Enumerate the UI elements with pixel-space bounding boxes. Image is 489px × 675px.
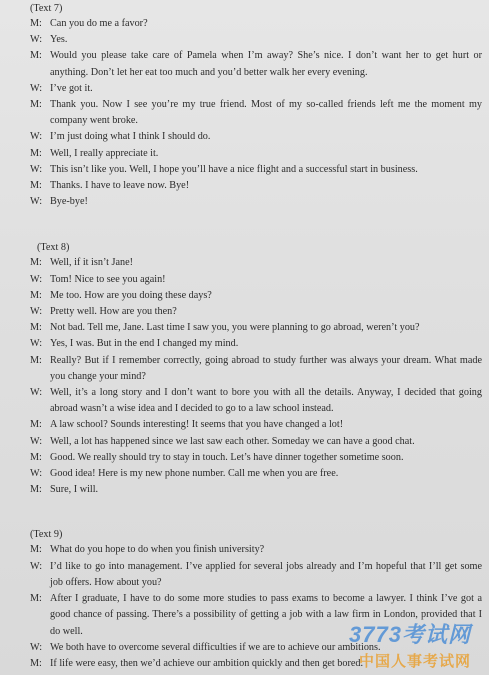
dialogue-line (30, 178, 482, 194)
dialogue-text: Tom! Nice to see you again! (50, 273, 166, 285)
speaker-label: W: (30, 82, 43, 94)
watermark-top-text: 3773考试网 (349, 622, 471, 647)
speaker-label: W: (30, 273, 43, 285)
dialogue-text: Good. We really should try to stay in touch. Let’s have dinner together sometime soon. (50, 451, 404, 463)
dialogue-line (30, 450, 482, 466)
dialogue-text: I’ve got it. (50, 82, 93, 94)
text-8-dialogue (30, 255, 482, 498)
dialogue-text: Well, a lot has happened since we last saw each other. Someday we can have a good chat. (50, 435, 415, 447)
dialogue-text: Really? But if I remember correctly, going abroad to study further was always your dream. What made you change your mind? (50, 354, 482, 382)
speaker-label: M: (30, 484, 42, 496)
transcript (30, 0, 482, 672)
dialogue-text: Not bad. Tell me, Jane. Last time I saw you, you were planning to go abroad, weren’t you? (50, 322, 420, 334)
dialogue-line (30, 320, 482, 336)
dialogue-text: After I graduate, I have to do some more studies to pass exams to become a lawyer. I think I’ve got a good chance of passing. There’s a possibility of getting a job with a law firm in London, provided that I do well. (50, 593, 482, 637)
dialogue-text: Yes, I was. But in the end I changed my mind. (50, 338, 239, 350)
dialogue-line (30, 255, 482, 271)
dialogue-text: Pretty well. How are you then? (50, 306, 177, 318)
speaker-label: M: (30, 18, 42, 29)
dialogue-text: Yes. (50, 34, 68, 46)
dialogue-text: If life were easy, then we’d achieve our ambition quickly and then get bored. (50, 657, 364, 669)
speaker-label: W: (30, 468, 43, 480)
dialogue-text: I’d like to go into management. I’ve applied for several jobs already and I’m hopeful that I’ll get some job offers. How about you? (50, 560, 482, 588)
dialogue-line (30, 353, 482, 385)
section-title-text-7: (Text 7) (30, 3, 63, 14)
dialogue-line (30, 146, 482, 162)
dialogue-text: Thanks. I have to leave now. Bye! (50, 180, 190, 192)
watermark (325, 623, 485, 673)
speaker-label: M: (30, 257, 42, 269)
speaker-label: M: (30, 50, 42, 62)
dialogue-line (30, 288, 482, 304)
speaker-label: W: (30, 641, 43, 653)
speaker-label: W: (30, 34, 43, 46)
dialogue-text: Good idea! Here is my new phone number. Call me when you are free. (50, 468, 339, 480)
dialogue-line (30, 304, 482, 320)
dialogue-text: Well, if it isn’t Jane! (50, 257, 134, 269)
speaker-label: M: (30, 147, 42, 159)
dialogue-line (30, 97, 482, 129)
dialogue-text: Me too. How are you doing these days? (50, 289, 212, 301)
dialogue-line (30, 482, 482, 498)
dialogue-text: Can you do me a favor? (50, 18, 148, 29)
dialogue-line (30, 272, 482, 288)
dialogue-line (30, 385, 482, 417)
speaker-label: M: (30, 322, 42, 334)
speaker-label: M: (30, 289, 42, 301)
dialogue-text: Well, I really appreciate it. (50, 147, 159, 159)
dialogue-text: Well, it’s a long story and I don’t want to bore you with all the details. Anyway, I decided that going abroad wasn’t a wise idea and I decided to go to a law school instead. (50, 387, 482, 415)
dialogue-line (30, 542, 482, 558)
speaker-label: M: (30, 99, 42, 111)
dialogue-line (30, 129, 482, 145)
dialogue-text: Sure, I will. (50, 484, 99, 496)
speaker-label: M: (30, 544, 42, 556)
speaker-label: W: (30, 338, 43, 350)
dialogue-text: What do you hope to do when you finish university? (50, 544, 265, 556)
speaker-label: M: (30, 593, 42, 605)
dialogue-line (30, 162, 482, 178)
dialogue-line (30, 32, 482, 48)
dialogue-line (30, 466, 482, 482)
speaker-label: M: (30, 451, 42, 463)
dialogue-line (30, 417, 482, 433)
speaker-label: W: (30, 163, 43, 175)
text-7-dialogue (30, 16, 482, 210)
dialogue-text: Would you please take care of Pamela when I’m away? She’s nice. I don’t want her to get hurt or anything. Don’t let her eat too much and you’d better walk her every evening. (50, 50, 482, 78)
speaker-label: W: (30, 196, 43, 208)
dialogue-text: We both have to overcome several difficulties if we are to achieve our ambitions. (50, 641, 381, 653)
section-title-text-8: (Text 8) (37, 242, 70, 254)
dialogue-line (30, 336, 482, 352)
speaker-label: W: (30, 306, 43, 318)
speaker-label: W: (30, 387, 43, 399)
dialogue-text: Thank you. Now I see you’re my true friend. Most of my so-called friends left me the moment my company went broke. (50, 99, 482, 127)
dialogue-line (30, 559, 482, 591)
dialogue-line (30, 434, 482, 450)
dialogue-line (30, 48, 482, 80)
dialogue-text: Bye-bye! (50, 196, 88, 208)
dialogue-line (30, 16, 482, 32)
speaker-label: M: (30, 657, 42, 669)
speaker-label: W: (30, 435, 43, 447)
speaker-label: W: (30, 131, 43, 143)
speaker-label: M: (30, 419, 42, 431)
dialogue-text: A law school? Sounds interesting! It seems that you have changed a lot! (50, 419, 344, 431)
dialogue-text: This isn’t like you. Well, I hope you’ll have a nice flight and a successful start in business. (50, 163, 418, 175)
section-title-text-9: (Text 9) (30, 529, 63, 541)
speaker-label: M: (30, 180, 42, 192)
dialogue-text: I’m just doing what I think I should do. (50, 131, 211, 143)
dialogue-line (30, 81, 482, 97)
dialogue-line (30, 194, 482, 210)
speaker-label: W: (30, 560, 43, 572)
speaker-label: M: (30, 354, 42, 366)
watermark-bottom-text: 中国人事考试网 (358, 652, 471, 670)
